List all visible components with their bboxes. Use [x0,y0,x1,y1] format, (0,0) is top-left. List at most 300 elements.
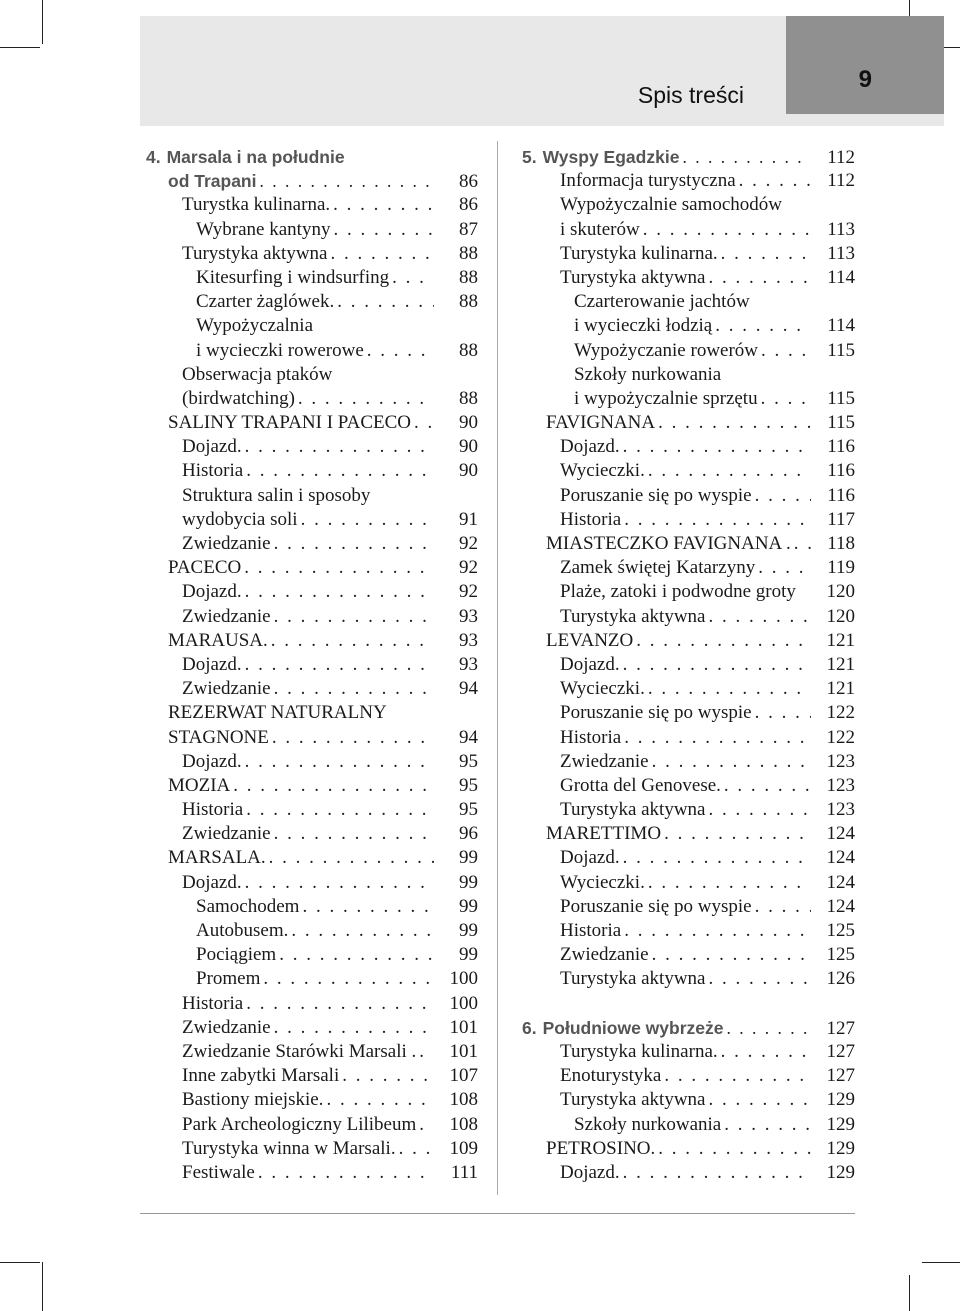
toc-entry [146,1137,478,1161]
toc-page-number: 113 [827,218,855,240]
dot-leader [658,1137,811,1161]
toc-entry-title: Turystyka aktywna [560,1089,706,1111]
toc-entry [522,1088,855,1112]
dot-leader [342,1064,434,1088]
toc-entry [146,411,478,435]
toc-page-number: 109 [449,1137,478,1159]
dot-leader [648,459,811,483]
toc-entry [522,556,855,580]
toc-entry-title: Dojazd. [182,653,242,675]
toc-entry [522,846,855,870]
toc-left-column [146,145,478,1185]
toc-entry-title: Turystyka aktywna [560,968,706,990]
toc-entry-title: Dojazd. [560,436,620,458]
toc-page-number: 115 [827,412,855,434]
toc-page-number: 100 [449,992,478,1014]
toc-page-number: 127 [826,1065,855,1087]
toc-entry [146,1016,478,1040]
dot-leader [648,871,811,895]
toc-page-number: 101 [449,1016,478,1038]
dot-leader [726,1016,811,1040]
dot-leader [271,629,434,653]
toc-entry [146,1113,478,1137]
toc-entry [522,629,855,653]
dot-leader [794,532,811,556]
toc-page-number: 92 [459,581,478,603]
toc-entry-title: Czarter żaglówek. [196,291,335,313]
column-divider [497,141,498,1195]
toc-page-number: 129 [826,1161,855,1183]
toc-entry-title: Wycieczki. [560,460,645,482]
dot-leader [739,169,811,193]
toc-entry-title: Wycieczki. [560,678,645,700]
toc-entry [522,387,855,411]
toc-page-number: 108 [449,1113,478,1135]
toc-entry [522,605,855,629]
page-number: 9 [858,66,872,93]
toc-entry-title: Historia [560,920,622,941]
toc-page-number: 99 [459,847,478,869]
toc-entry-title: Zwiedzanie [182,678,271,700]
toc-entry-title: Zwiedzanie [182,605,271,627]
dot-leader [682,145,811,169]
toc-entry-title: MARETTIMO [546,823,662,845]
toc-entry-title: Dojazd. [560,653,620,675]
crop-mark [0,1262,40,1263]
toc-page-number: 121 [826,678,855,700]
dot-leader [624,508,811,532]
toc-entry [146,508,478,532]
toc-entry-title: Struktura salin i sposoby [182,484,371,506]
toc-page-number: 129 [826,1113,855,1135]
toc-page-number: 99 [459,920,478,941]
toc-entry [146,339,478,363]
dot-leader [326,1088,434,1112]
toc-page-number: 126 [826,968,855,990]
dot-leader [367,339,434,363]
toc-entry [146,798,478,822]
toc-entry [522,169,855,193]
toc-entry [522,919,855,943]
toc-page-number: 116 [827,436,855,458]
toc-entry-title: Kitesurfing i windsurfing [196,266,390,288]
dot-leader [298,387,434,411]
dot-leader [709,1088,812,1112]
toc-page-number: 96 [459,823,478,845]
toc-page-number: 92 [459,557,478,579]
toc-entry-title: Dojazd. [182,581,242,603]
toc-entry-title: (birdwatching) [182,387,295,409]
toc-page-number: 127 [826,1017,855,1039]
toc-entry [146,580,478,604]
toc-page-number: 122 [826,702,855,724]
dot-leader [245,580,434,604]
toc-page-number: 99 [459,944,478,966]
toc-page-number: 87 [459,218,478,240]
toc-entry-title: Wyspy Egadzkie [542,147,680,167]
toc-page-number: 121 [826,653,855,675]
toc-page-number: 95 [459,799,478,821]
dot-leader [337,290,434,314]
toc-entry [146,992,478,1016]
page-number-box [786,16,944,114]
toc-entry-title: Poruszanie się po wyspie [560,702,752,724]
toc-entry [146,193,478,217]
toc-entry-title: Wybrane kantyny [196,218,331,240]
toc-entry-title: Historia [182,460,244,482]
dot-leader [623,653,811,677]
toc-page-number: 121 [826,629,855,651]
toc-entry-title: Zwiedzanie [182,823,271,845]
toc-entry-title: Festiwale [182,1161,255,1183]
toc-entry-title: Zwiedzanie [182,1016,271,1038]
toc-page-number: 88 [459,387,478,409]
toc-page-number: 101 [449,1040,478,1062]
toc-entry [522,774,855,798]
toc-entry [146,605,478,629]
toc-page-number: 93 [459,653,478,675]
toc-entry [522,532,855,556]
dot-leader [245,871,434,895]
dot-leader [709,798,812,822]
toc-entry [146,846,478,870]
dot-leader [233,774,434,798]
toc-page-number: 90 [459,436,478,458]
dot-leader [258,1161,434,1185]
dot-leader [724,774,811,798]
dot-leader [755,895,811,919]
toc-page-number: 125 [826,920,855,941]
toc-entry-title: SALINY TRAPANI I PACECO [168,412,412,434]
toc-page-number: 93 [459,605,478,627]
toc-entry [522,798,855,822]
toc-section-heading [522,145,855,169]
toc-entry [146,919,478,943]
toc-page-number: 93 [459,629,478,651]
toc-entry-title: MOZIA [168,774,231,796]
toc-entry-title: Promem [196,968,261,990]
crop-mark [922,1262,960,1263]
dot-leader [399,1137,434,1161]
toc-entry [146,750,478,774]
toc-section-heading [146,169,478,193]
toc-entry [146,1161,478,1185]
toc-entry-title: Zwiedzanie [182,533,271,554]
dot-leader [755,701,811,725]
dot-leader [664,1064,811,1088]
toc-entry-title: Szkoły nurkowania [574,1113,722,1135]
toc-page-number: 123 [826,774,855,796]
toc-entry [146,774,478,798]
toc-entry [522,580,855,604]
toc-entry [146,871,478,895]
toc-page-number: 88 [459,339,478,361]
toc-entry-title: Zwiedzanie Starówki Marsali . [182,1040,417,1062]
dot-leader [274,822,434,846]
toc-entry [146,967,478,991]
toc-entry [522,508,855,532]
toc-entry-title: i wycieczki rowerowe [196,339,364,361]
toc-page-number: 108 [449,1089,478,1111]
dot-leader [301,508,434,532]
toc-page-number: 116 [827,484,855,506]
toc-page-number: 113 [827,242,855,264]
toc-page-number: 115 [827,339,855,361]
dot-leader [392,266,434,290]
toc-page-number: 115 [827,387,855,409]
dot-leader [419,1113,434,1137]
toc-entry [146,556,478,580]
toc-page-number: 122 [826,726,855,748]
toc-page-number: 95 [459,774,478,796]
toc-entry [522,290,855,314]
dot-leader [302,895,434,919]
toc-entry-title: Dojazd. [182,436,242,458]
toc-right-column [522,145,855,1185]
toc-page-number: 124 [826,823,855,845]
toc-entry-title: Grotta del Genovese. [560,774,721,796]
toc-entry [146,895,478,919]
toc-entry-title: PACECO [168,557,242,579]
dot-leader [419,1040,434,1064]
toc-page-number: 94 [459,678,478,700]
dot-leader [761,387,811,411]
dot-leader [291,919,434,943]
dot-leader [245,435,434,459]
dot-leader [274,605,434,629]
toc-page-number: 86 [459,194,478,216]
toc-page-number: 119 [827,557,855,579]
toc-entry-title: STAGNONE [168,726,269,748]
toc-entry [146,532,478,556]
dot-leader [274,532,434,556]
toc-entry [146,387,478,411]
toc-page-number: 94 [459,726,478,748]
toc-entry-title: Zwiedzanie [560,750,649,772]
toc-entry [522,435,855,459]
toc-entry-title: PETROSINO. [546,1137,656,1159]
crop-mark [0,47,40,48]
dot-leader [331,242,435,266]
toc-entry-title: Dojazd. [560,847,620,869]
dot-leader [623,1161,811,1185]
dot-leader [245,653,434,677]
crop-mark [909,1275,910,1311]
toc-entry-title: Pociągiem [196,944,277,966]
dot-leader [263,967,434,991]
toc-entry-title: Turystyka aktywna [182,242,328,264]
dot-leader [333,193,434,217]
toc-page-number: 91 [459,508,478,530]
dot-leader [721,1040,811,1064]
toc-entry-title: Dojazd. [182,871,242,893]
toc-page-number: 86 [459,171,478,193]
toc-entry [522,314,855,338]
toc-page-number: 114 [827,266,855,288]
toc-page-number: 114 [827,315,855,337]
toc-entry [522,726,855,750]
dot-leader [269,846,434,870]
toc-entry [146,943,478,967]
toc-entry [522,459,855,483]
dot-leader [755,484,811,508]
toc-page-number: 118 [827,533,855,554]
toc-page-number: 117 [827,508,855,530]
toc-page-number: 120 [826,581,855,603]
toc-gap [522,992,855,1016]
toc-page-number: 123 [826,750,855,772]
toc-page-number: 88 [459,291,478,313]
dot-leader [279,943,434,967]
crop-mark [42,1262,43,1311]
toc-entry-title: Turystyka aktywna [560,799,706,821]
toc-entry-title: Samochodem [196,895,300,917]
toc-entry [522,339,855,363]
dot-leader [245,750,434,774]
toc-section-heading [146,145,478,169]
toc-entry-title: MARSALA. [168,847,266,869]
toc-page-number: 129 [826,1137,855,1159]
toc-entry-title: FAVIGNANA [546,412,656,434]
toc-entry-title: Historia [182,799,244,821]
toc-entry [146,484,478,508]
toc-entry-title: Wycieczki. [560,871,645,893]
toc-page-number: 88 [459,266,478,288]
toc-entry [522,701,855,725]
toc-page-number: 90 [459,460,478,482]
toc-entry-title: Park Archeologiczny Lilibeum [182,1113,417,1135]
toc-entry [522,895,855,919]
dot-leader [652,750,811,774]
bottom-rule [140,1213,855,1214]
toc-entry-title: Turystyka kulinarna. [560,242,718,264]
toc-entry-title: i wypożyczalnie sprzętu [574,387,758,409]
toc-entry-title: Historia [182,992,244,1014]
toc-entry [522,1040,855,1064]
toc-entry-title: Poruszanie się po wyspie [560,895,752,917]
dot-leader [709,605,812,629]
toc-entry [522,242,855,266]
dot-leader [724,1113,811,1137]
toc-page-number: 107 [449,1065,478,1087]
toc-page-number: 99 [459,895,478,917]
toc-entry-title: i skuterów [560,218,640,240]
toc-entry [146,266,478,290]
toc-entry-title: Autobusem. [196,920,289,941]
toc-page-number: 95 [459,750,478,772]
toc-entry [146,1064,478,1088]
toc-entry [146,726,478,750]
toc-page-number: 127 [826,1040,855,1062]
page-title: Spis treści [637,82,744,108]
toc-page-number: 99 [459,871,478,893]
dot-leader [246,992,434,1016]
toc-entry-title: od Trapani [168,171,257,192]
toc-entry-title: Marsala i na południe [166,147,345,167]
toc-entry-title: Poruszanie się po wyspie [560,484,752,506]
toc-entry [522,677,855,701]
dot-leader [709,967,812,991]
toc-entry-title: Informacja turystyczna [560,170,736,192]
toc-entry [146,1040,478,1064]
toc-section-heading [522,1016,855,1040]
toc-entry [522,1161,855,1185]
toc-page-number: 124 [826,895,855,917]
toc-entry [522,193,855,217]
dot-leader [272,726,434,750]
dot-leader [658,411,811,435]
section-number: 4. [146,147,161,167]
dot-leader [623,435,811,459]
toc-entry-title: Wypożyczalnia [196,315,314,337]
dot-leader [274,677,434,701]
toc-entry-title: Dojazd. [182,750,242,772]
toc-page-number: 129 [826,1089,855,1111]
toc-entry-title: Południowe wybrzeże [542,1017,724,1038]
toc-entry-title: Turystka kulinarna. [182,194,331,216]
dot-leader [246,459,434,483]
toc-entry-title: Zwiedzanie [560,944,649,966]
toc-page-number: 124 [826,871,855,893]
dot-leader [623,846,811,870]
toc-entry [522,943,855,967]
dot-leader [333,218,434,242]
toc-entry-title: wydobycia soli [182,508,298,530]
dot-leader [274,1016,434,1040]
toc-entry [522,1113,855,1137]
toc-entry-title: Plaże, zatoki i podwodne groty [560,581,796,603]
toc-entry-title: Turystyka aktywna [560,605,706,627]
toc-entry-title: Zamek świętej Katarzyny [560,557,756,579]
dot-leader [721,242,811,266]
toc-page-number: 124 [826,847,855,869]
toc-entry-title: Turystyka aktywna [560,266,706,288]
toc-entry-title: Obserwacja ptaków [182,363,333,385]
toc-page-number: 125 [826,944,855,966]
toc-entry [522,484,855,508]
toc-entry [522,1137,855,1161]
toc-page-number: 116 [827,460,855,482]
dot-leader [664,822,811,846]
toc-entry [522,967,855,991]
toc-entry-title: Szkoły nurkowania [574,363,722,385]
toc-entry-title: MARAUSA. [168,629,268,651]
toc-entry [522,218,855,242]
dot-leader [636,629,811,653]
toc-entry-title: i wycieczki łodzią [574,315,713,337]
toc-entry [522,822,855,846]
toc-entry [146,653,478,677]
toc-entry-title: REZERWAT NATURALNY [168,702,387,724]
toc-entry [146,290,478,314]
toc-entry [146,242,478,266]
toc-entry [522,411,855,435]
toc-entry-title: Wypożyczalnie samochodów [560,194,783,216]
dot-leader [624,726,811,750]
toc-entry [146,701,478,725]
toc-entry-title: Dojazd. [560,1161,620,1183]
dot-leader [259,169,434,193]
toc-entry [522,871,855,895]
toc-entry [146,218,478,242]
toc-entry-title: LEVANZO [546,629,634,651]
toc-page-number: 92 [459,533,478,554]
toc-entry [146,363,478,387]
dot-leader [761,339,811,363]
toc-entry [146,459,478,483]
dot-leader [758,556,811,580]
toc-entry-title: Inne zabytki Marsali [182,1065,340,1087]
